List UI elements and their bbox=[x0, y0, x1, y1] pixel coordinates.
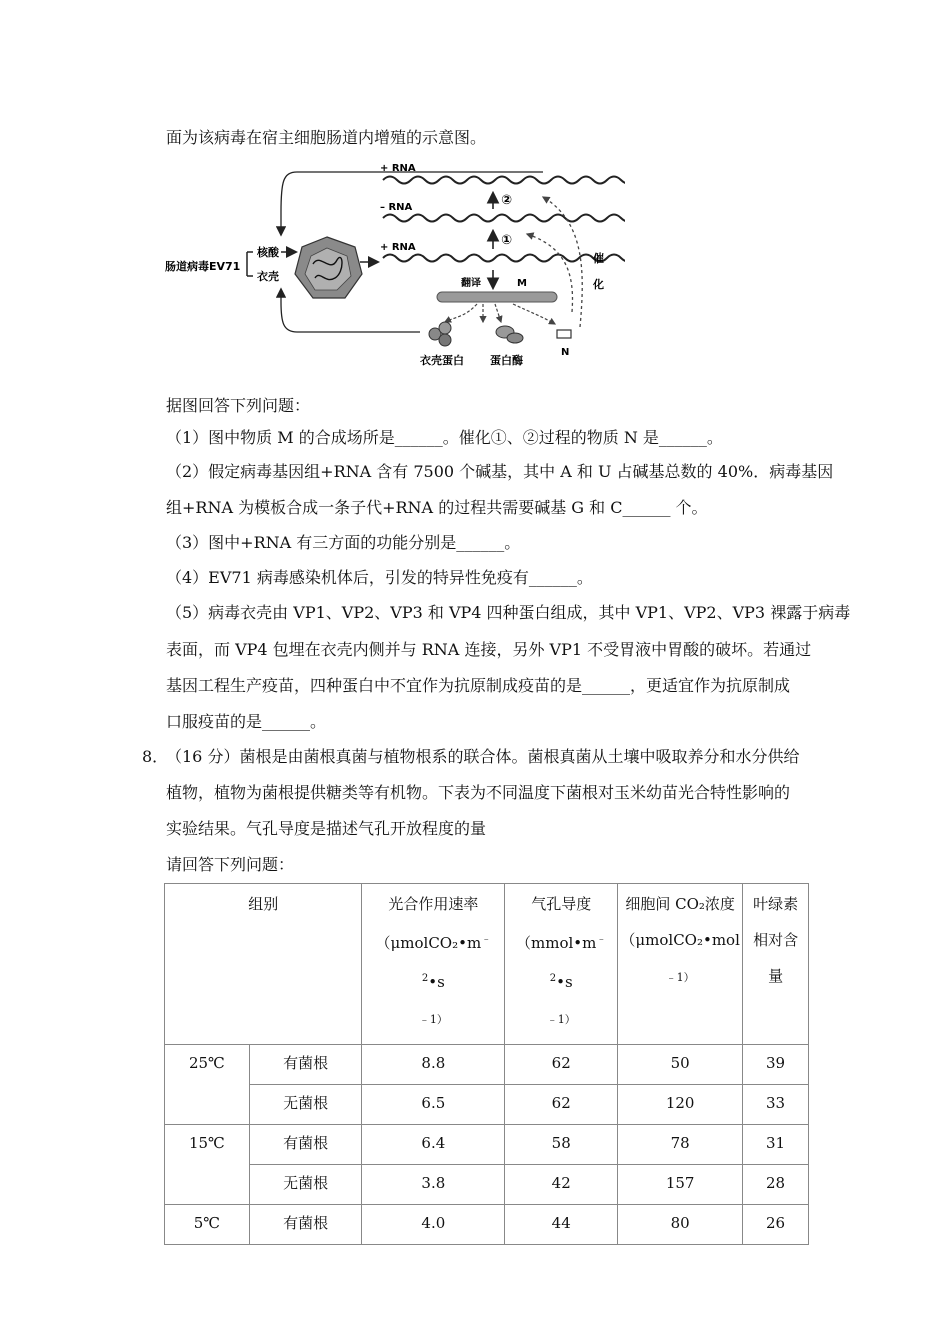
virus-label: 肠道病毒EV71 bbox=[165, 260, 241, 273]
q7-part-5-line-2: 表面，而 VP4 包埋在衣壳内侧并与 RNA 连接，另外 VP1 不受胃液中胃酸的破坏。若通过 bbox=[166, 640, 812, 659]
table-header-row bbox=[165, 884, 809, 1045]
chloro-cell: 31 bbox=[743, 1125, 809, 1165]
table-row bbox=[165, 1165, 809, 1205]
header-stomatal-conductance: 气孔导度 （$mmol•m^{﹣2}•s$ ﹣1） bbox=[505, 884, 618, 1045]
plus-rna-top-label: + RNA bbox=[380, 163, 416, 174]
stomata-cell: 58 bbox=[505, 1125, 618, 1165]
polyprotein-m bbox=[437, 292, 557, 302]
substance-n-icon bbox=[557, 330, 571, 338]
q7-part-2-line-2: 组+RNA 为模板合成一条子代+RNA 的过程共需要碱基 G 和 C______ 个。 bbox=[166, 498, 708, 517]
capsid-protein-icon bbox=[429, 322, 451, 346]
nucleic-acid-label: 核酸 bbox=[257, 246, 279, 259]
n-label: N bbox=[561, 347, 570, 358]
group-cell: 无菌根 bbox=[249, 1085, 362, 1125]
q7-part-5-line-3: 基因工程生产疫苗，四种蛋白中不宜作为抗原制成疫苗的是______，更适宜作为抗原制成 bbox=[166, 676, 791, 695]
table-row bbox=[165, 1085, 809, 1125]
step-1-marker: ① bbox=[501, 233, 513, 248]
intro-line: 面为该病毒在宿主细胞肠道内增殖的示意图。 bbox=[166, 128, 487, 147]
stomata-cell: 62 bbox=[505, 1085, 618, 1125]
capsid-protein-label: 衣壳蛋白 bbox=[420, 354, 464, 367]
q7-part-3: （3）图中+RNA 有三方面的功能分别是______。 bbox=[166, 533, 521, 552]
protease-label: 蛋白酶 bbox=[490, 354, 523, 367]
table-row bbox=[165, 1205, 809, 1245]
table-row bbox=[165, 1045, 809, 1085]
m-label: M bbox=[517, 278, 527, 289]
temp-cell: 25℃ bbox=[165, 1045, 250, 1125]
header-group: 组别 bbox=[165, 884, 362, 1045]
co2-cell: 157 bbox=[618, 1165, 743, 1205]
stomata-cell: 44 bbox=[505, 1205, 618, 1245]
photo-cell: 8.8 bbox=[362, 1045, 505, 1085]
co2-cell: 120 bbox=[618, 1085, 743, 1125]
chloro-cell: 39 bbox=[743, 1045, 809, 1085]
mycorrhiza-results-table bbox=[164, 883, 809, 1245]
stomata-cell: 62 bbox=[505, 1045, 618, 1085]
temp-cell: 15℃ bbox=[165, 1125, 250, 1205]
header-photosynthesis-rate: 光合作用速率 （$\mu molCO_2•m^{﹣2}•s$ ﹣1） bbox=[362, 884, 505, 1045]
q7-part-2-line-1: （2）假定病毒基因组+RNA 含有 7500 个碱基，其中 A 和 U 占碱基总数的 40%．病毒基因 bbox=[166, 462, 834, 481]
virus-particle-icon bbox=[295, 237, 362, 298]
q7-part-1: （1）图中物质 M 的合成场所是______。催化①、②过程的物质 N 是______。 bbox=[166, 428, 723, 447]
photo-cell: 3.8 bbox=[362, 1165, 505, 1205]
header-intercellular-co2: 细胞间 CO₂浓度 （μmolCO₂•mol ﹣1） bbox=[618, 884, 743, 1045]
protease-icon bbox=[496, 326, 523, 343]
co2-cell: 78 bbox=[618, 1125, 743, 1165]
step-2-marker: ② bbox=[501, 193, 513, 208]
q7-prompt: 据图回答下列问题： bbox=[166, 396, 311, 415]
header-chlorophyll: 叶绿素 相对含 量 bbox=[743, 884, 809, 1045]
q8-line-2: 植物，植物为菌根提供糖类等有机物。下表为不同温度下菌根对玉米幼苗光合特性影响的 bbox=[166, 783, 791, 802]
chloro-cell: 26 bbox=[743, 1205, 809, 1245]
group-cell: 有菌根 bbox=[249, 1125, 362, 1165]
catalysis-label-1: 催 bbox=[593, 252, 604, 265]
group-cell: 无菌根 bbox=[249, 1165, 362, 1205]
chloro-cell: 28 bbox=[743, 1165, 809, 1205]
photo-cell: 6.5 bbox=[362, 1085, 505, 1125]
stomata-cell: 42 bbox=[505, 1165, 618, 1205]
q7-part-5-line-4: 口服疫苗的是______。 bbox=[166, 712, 327, 731]
co2-cell: 80 bbox=[618, 1205, 743, 1245]
table-row bbox=[165, 1125, 809, 1165]
q8-line-3: 实验结果。气孔导度是描述气孔开放程度的量 bbox=[166, 819, 487, 838]
virus-replication-diagram bbox=[165, 152, 625, 372]
catalysis-label-2: 化 bbox=[593, 278, 604, 291]
q8-line-4: 请回答下列问题： bbox=[166, 855, 295, 874]
photo-cell: 6.4 bbox=[362, 1125, 505, 1165]
minus-rna-label: – RNA bbox=[380, 202, 413, 213]
translation-label: 翻译 bbox=[461, 278, 481, 289]
capsid-label: 衣壳 bbox=[257, 270, 279, 283]
q7-part-5-line-1: （5）病毒衣壳由 VP1、VP2、VP3 和 VP4 四种蛋白组成，其中 VP1、VP2、VP3 裸露于病毒 bbox=[166, 603, 851, 622]
photo-cell: 4.0 bbox=[362, 1205, 505, 1245]
co2-cell: 50 bbox=[618, 1045, 743, 1085]
temp-cell: 5℃ bbox=[165, 1205, 250, 1245]
q7-part-4: （4）EV71 病毒感染机体后，引发的特异性免疫有______。 bbox=[166, 568, 593, 587]
q8-number: 8． bbox=[142, 747, 169, 766]
group-cell: 有菌根 bbox=[249, 1205, 362, 1245]
chloro-cell: 33 bbox=[743, 1085, 809, 1125]
q8-line-1: （16 分）菌根是由菌根真菌与植物根系的联合体。菌根真菌从土壤中吸取养分和水分供给 bbox=[166, 747, 800, 766]
group-cell: 有菌根 bbox=[249, 1045, 362, 1085]
plus-rna-mid-label: + RNA bbox=[380, 242, 416, 253]
